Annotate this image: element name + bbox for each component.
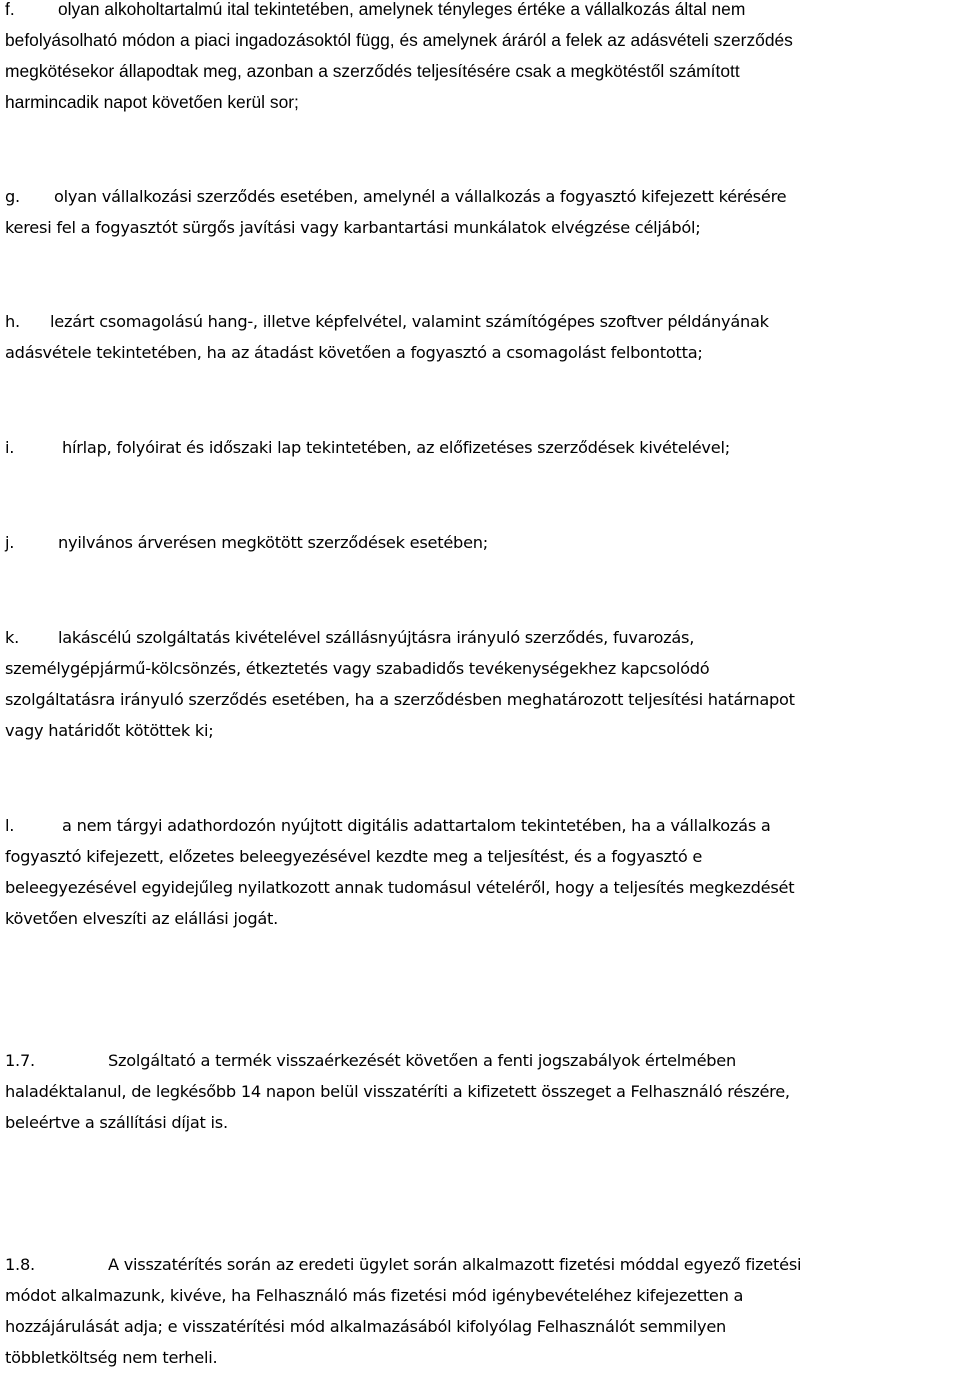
list-item-line: beleegyezésével egyidejűleg nyilatkozott annak tudomásul vételéről, hogy a teljesítés megkezdését <box>5 878 795 897</box>
list-marker: g. <box>5 187 20 206</box>
list-item-j <box>5 527 953 558</box>
list-marker: i. <box>5 438 15 457</box>
list-item-line: szolgáltatásra irányuló szerződés esetében, ha a szerződésben meghatározott teljesítési határnapot <box>5 690 795 709</box>
list-item-text: a nem tárgyi adathordozón nyújtott digitális adattartalom tekintetében, ha a vállalkozás a <box>62 816 771 835</box>
list-item-line <box>5 0 953 25</box>
section-line: módot alkalmazunk, kivéve, ha Felhasználó más fizetési mód igénybevételéhez kifejezetten a <box>5 1286 744 1305</box>
list-marker: j. <box>5 533 15 552</box>
section-1-8 <box>5 1249 953 1373</box>
list-item-g <box>5 181 953 243</box>
section-line: többletköltség nem terheli. <box>5 1348 218 1367</box>
section-line: haladéktalanul, de legkésőbb 14 napon belül visszatéríti a kifizetett összeget a Felhasználó részére, <box>5 1082 790 1101</box>
list-item-l <box>5 810 953 934</box>
section-number: 1.7. <box>5 1051 35 1070</box>
list-item-h <box>5 306 953 368</box>
list-item-f <box>5 0 953 118</box>
list-item-line <box>5 306 953 337</box>
list-item-line <box>5 181 953 212</box>
section-number: 1.8. <box>5 1255 35 1274</box>
list-item-line <box>5 527 953 558</box>
list-item-text: olyan vállalkozási szerződés esetében, amelynél a vállalkozás a fogyasztó kifejezett kérésére <box>54 187 787 206</box>
list-item-line <box>5 622 953 653</box>
list-item-k <box>5 622 953 746</box>
section-line: beleértve a szállítási díjat is. <box>5 1113 228 1132</box>
list-item-line: keresi fel a fogyasztót sürgős javítási vagy karbantartási munkálatok elvégzése céljából; <box>5 218 701 237</box>
list-item-line: követően elveszíti az elállási jogát. <box>5 909 279 928</box>
list-marker: h. <box>5 312 20 331</box>
list-marker: l. <box>5 816 15 835</box>
list-marker: k. <box>5 628 20 647</box>
section-line: hozzájárulását adja; e visszatérítési mód alkalmazásából kifolyólag Felhasználót semmilyen <box>5 1317 727 1336</box>
list-item-line: vagy határidőt kötöttek ki; <box>5 721 214 740</box>
list-item-line: adásvétele tekintetében, ha az átadást követően a fogyasztó a csomagolást felbontotta; <box>5 343 703 362</box>
list-item-text: nyilvános árverésen megkötött szerződések esetében; <box>58 533 488 552</box>
list-item-line: fogyasztó kifejezett, előzetes beleegyezésével kezdte meg a teljesítést, és a fogyasztó e <box>5 847 703 866</box>
list-item-line: harmincadik napot követően kerül sor; <box>5 92 299 112</box>
section-line <box>5 1045 953 1076</box>
list-item-line <box>5 432 953 463</box>
list-item-text: hírlap, folyóirat és időszaki lap tekintetében, az előfizetéses szerződések kivételével; <box>62 438 730 457</box>
section-1-7 <box>5 1045 953 1138</box>
section-line <box>5 1249 953 1280</box>
list-item-text: lezárt csomagolású hang-, illetve képfelvétel, valamint számítógépes szoftver példányának <box>50 312 769 331</box>
list-item-line: befolyásolható módon a piaci ingadozásoktól függ, és amelynek áráról a felek az adásvételi szerződés <box>5 30 793 50</box>
list-item-line: megkötésekor állapodtak meg, azonban a szerződés teljesítésére csak a megkötéstől számított <box>5 61 740 81</box>
section-text: Szolgáltató a termék visszaérkezését követően a fenti jogszabályok értelmében <box>108 1051 737 1070</box>
list-marker: f. <box>5 0 15 19</box>
list-item-text: lakáscélú szolgáltatás kivételével szállásnyújtásra irányuló szerződés, fuvarozás, <box>58 628 695 647</box>
list-item-line <box>5 810 953 841</box>
list-item-i <box>5 432 953 463</box>
section-text: A visszatérítés során az eredeti ügylet során alkalmazott fizetési móddal egyező fizetési <box>108 1255 802 1274</box>
list-item-line: személygépjármű-kölcsönzés, étkeztetés vagy szabadidős tevékenységekhez kapcsolódó <box>5 659 710 678</box>
list-item-text: olyan alkoholtartalmú ital tekintetében, amelynek tényleges értéke a vállalkozás által nem <box>58 0 746 19</box>
